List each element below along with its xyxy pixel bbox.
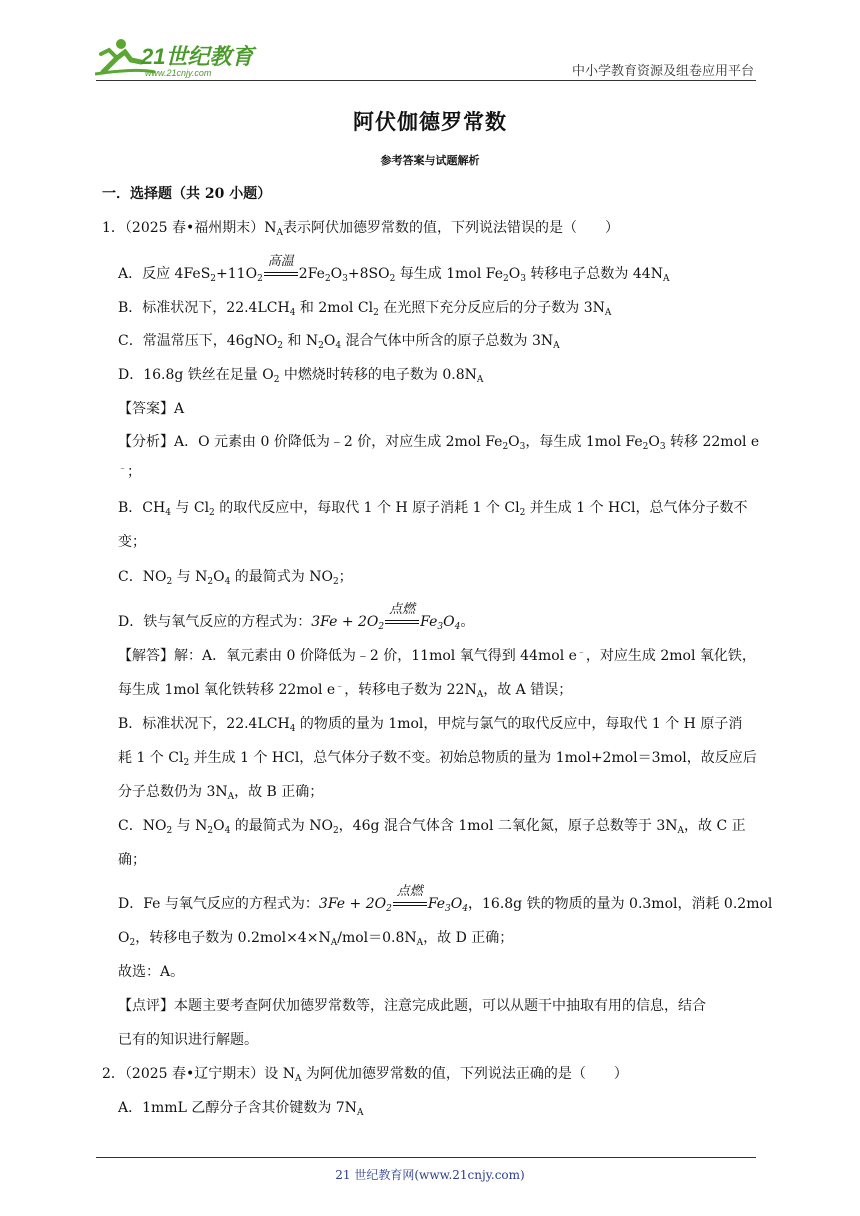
footer-link[interactable]: 21 世纪教育网(www.21cnjy.com) — [335, 1168, 525, 1182]
runner-logo-icon — [95, 36, 265, 78]
footer-divider — [96, 1157, 756, 1158]
q1-solution-c-cont: 确； — [118, 852, 146, 868]
q1-analysis-a-cont: ﹣； — [118, 464, 142, 480]
q1-analysis-b: B．$CH_4$ 与 $Cl_2$ 的取代反应中，每取代 1 个 H 原子消耗 1 个 $Cl_2$ 并生成 1 个 HCl，总气体分子数不 — [118, 500, 748, 518]
q1-solution-a-cont: 每生成 1mol 氧化铁转移 22mol e﹣，转移电子数为 $22N_A$，故 A 错误； — [118, 682, 573, 700]
q1-option-c: C．常温常压下，46gNO$_2$ 和 $N_2O_4$ 混合气体中所含的原子总数为 $3N_A$ — [118, 333, 560, 351]
q1-analysis-a: 【分析】A．O 元素由 0 价降低为﹣2 价，对应生成 2mol $Fe_2O_3$，每生成 1mol $Fe_2O_3$ 转移 22mol e — [118, 434, 760, 452]
question-1-stem: 1．（2025 春•福州期末）$N_A$表示阿伏加德罗常数的值，下列说法错误的是（ ） — [102, 220, 620, 238]
q1-option-b: B．标准状况下，$22.4LCH_4$ 和 2mol $Cl_2$ 在光照下充分反应后的分子数为 $3N_A$ — [118, 300, 612, 318]
q1-option-a: A．反应 $4FeS_2+11O_2$ 高温 $2Fe_2O_3+8SO_2$ 每生成 1mol $Fe_2O_3$ 转移电子总数为 $44N_A$ — [118, 254, 670, 284]
logo-url: www.21cnjy.com — [145, 68, 212, 78]
q1-comment: 【点评】本题主要考查阿伏加德罗常数等，注意完成此题，可以从题干中抽取有用的信息，结合 — [118, 998, 706, 1014]
q1-solution-c: C．$NO_2$ 与 $N_2O_4$ 的最简式为 $NO_2$，46g 混合气体含 1mol 二氧化氮，原子总数等于 $3N_A$，故 C 正 — [118, 818, 746, 836]
q1-solution-a: 【解答】解：A．氧元素由 0 价降低为﹣2 价，11mol 氧气得到 44mol e﹣，对应生成 2mol 氧化铁， — [118, 648, 756, 664]
site-logo — [95, 36, 265, 78]
section-heading: 一．选择题（共 20 小题） — [102, 186, 272, 202]
q1-solution-b-cont1: 耗 1 个 $Cl_2$ 并生成 1 个 HCl，总气体分子数不变。初始总物质的量为 1mol+2mol＝3mol，故反应后 — [118, 750, 757, 768]
q1-analysis-d: D．铁与氧气反应的方程式为：$3Fe + 2O_2$ 点燃 $Fe_3O_4$。 — [118, 602, 475, 632]
platform-name: 中小学教育资源及组卷应用平台 — [571, 64, 754, 79]
q1-solution-b-cont2: 分子总数仍为 $3N_A$，故 B 正确； — [118, 784, 324, 802]
q1-answer: 【答案】A — [118, 401, 185, 417]
page-subtitle: 参考答案与试题解析 — [380, 154, 480, 167]
q1-solution-d: D．Fe 与氧气反应的方程式为：$3Fe + 2O_2$ 点燃 $Fe_3O_4$，16.8g 铁的物质的量为 0.3mol，消耗 0.2mol — [118, 884, 773, 914]
logo-wordmark: 21世纪教育 — [141, 44, 254, 69]
page-title: 阿伏伽德罗常数 — [353, 109, 507, 134]
q1-solution-d-cont: $O_2$，转移电子数为 $0.2mol\times 4\times N_A/mol=0.8N_A$，故 D 正确； — [118, 930, 514, 948]
q2-option-a: A．1mmL 乙醇分子含其价键数为 $7N_A$ — [118, 1100, 364, 1118]
q1-solution-b: B．标准状况下，$22.4LCH_4$ 的物质的量为 1mol，甲烷与氯气的取代反应中，每取代 1 个 H 原子消 — [118, 716, 743, 734]
q1-option-d: D．16.8g 铁丝在足量 $O_2$ 中燃烧时转移的电子数为 $0.8N_A$ — [118, 367, 484, 385]
header-divider — [96, 80, 756, 81]
q1-analysis-b-cont: 变； — [118, 534, 146, 550]
q1-analysis-c: C．$NO_2$ 与 $N_2O_4$ 的最简式为 $NO_2$； — [118, 569, 353, 587]
question-2-stem: 2．（2025 春•辽宁期末）设 $N_A$ 为阿优加德罗常数的值，下列说法正确的是（ ） — [102, 1066, 628, 1084]
q1-comment-cont: 已有的知识进行解题。 — [118, 1032, 258, 1048]
q1-choose: 故选：A。 — [118, 964, 185, 980]
